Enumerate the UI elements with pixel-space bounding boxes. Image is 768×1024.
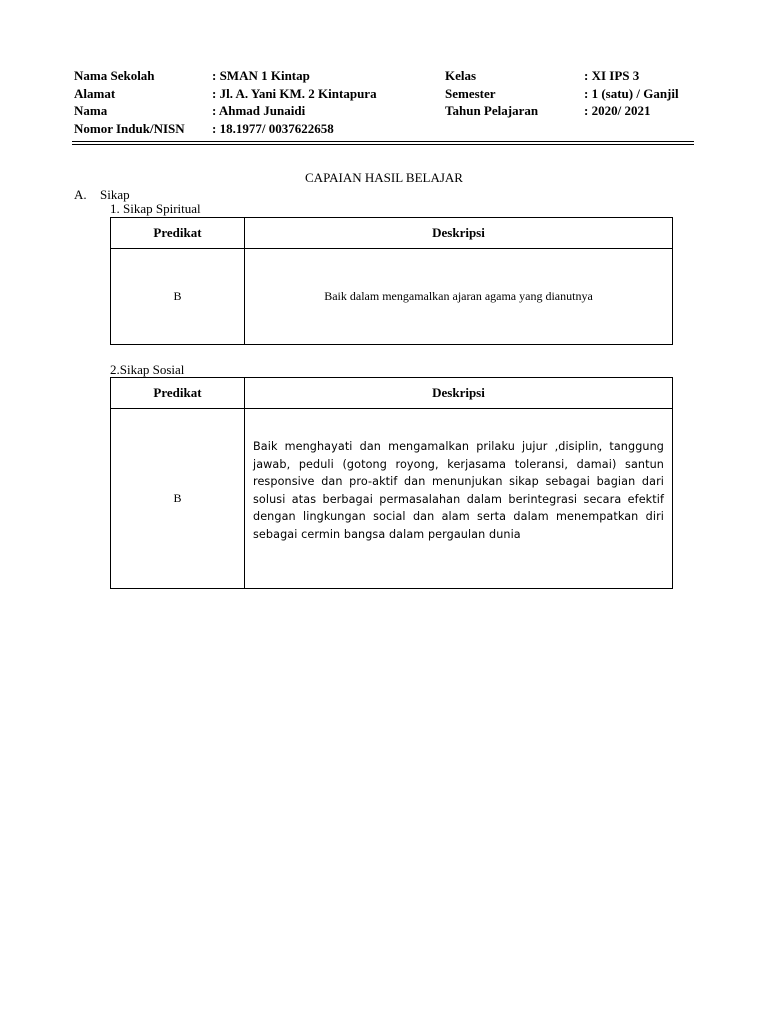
header-rule-bottom xyxy=(72,144,694,145)
value-alamat: : Jl. A. Yani KM. 2 Kintapura xyxy=(212,86,377,101)
section-name: Sikap xyxy=(100,187,130,202)
spiritual-data-row xyxy=(111,249,673,345)
value-kelas: : XI IPS 3 xyxy=(584,68,640,83)
label-semester: Semester xyxy=(445,86,496,101)
spiritual-header-row xyxy=(111,218,673,249)
sosial-deskripsi-value: Baik menghayati dan mengamalkan prilaku jujur ,disiplin, tanggung jawab, peduli (gotong royong, kerjasama toleransi, damai) santun responsive dan pro-aktif dan menunjukan sikap sebagai bagian dari solusi atas berbagai permasalahan dalam berintegrasi secara efektif dengan lingkungan social dan alam serta dalam menempatkan diri sebagai cermin bangsa dalam pergaulan dunia xyxy=(253,440,664,541)
section-letter: A. xyxy=(74,187,87,202)
sosial-col-deskripsi: Deskripsi xyxy=(245,378,673,409)
header-rule-top xyxy=(72,141,694,142)
spiritual-col-predikat: Predikat xyxy=(111,218,245,249)
label-tahun-pelajaran: Tahun Pelajaran xyxy=(445,103,539,118)
spiritual-heading: 1. Sikap Spiritual xyxy=(110,201,201,216)
sosial-table xyxy=(110,377,673,589)
sosial-col-predikat: Predikat xyxy=(111,378,245,409)
value-nama-sekolah: : SMAN 1 Kintap xyxy=(212,68,310,83)
value-nomor-induk: : 18.1977/ 0037622658 xyxy=(212,121,334,136)
sosial-heading: 2.Sikap Sosial xyxy=(110,362,185,377)
sosial-predikat-value: B xyxy=(111,409,245,589)
spiritual-col-deskripsi: Deskripsi xyxy=(245,218,673,249)
label-nomor-induk: Nomor Induk/NISN xyxy=(74,121,185,136)
spiritual-predikat-value: B xyxy=(111,249,245,345)
sosial-header-row xyxy=(111,378,673,409)
value-semester: : 1 (satu) / Ganjil xyxy=(584,86,679,101)
sosial-data-row xyxy=(111,409,673,589)
spiritual-table xyxy=(110,217,673,345)
sosial-deskripsi-cell xyxy=(245,409,673,589)
document-title: CAPAIAN HASIL BELAJAR xyxy=(305,170,463,185)
value-nama: : Ahmad Junaidi xyxy=(212,103,306,118)
value-tahun-pelajaran: : 2020/ 2021 xyxy=(584,103,651,118)
label-kelas: Kelas xyxy=(445,68,477,83)
student-info xyxy=(0,0,768,140)
spiritual-deskripsi-value: Baik dalam mengamalkan ajaran agama yang dianutnya xyxy=(245,249,673,345)
label-nama-sekolah: Nama Sekolah xyxy=(74,68,155,83)
label-nama: Nama xyxy=(74,103,108,118)
label-alamat: Alamat xyxy=(74,86,116,101)
